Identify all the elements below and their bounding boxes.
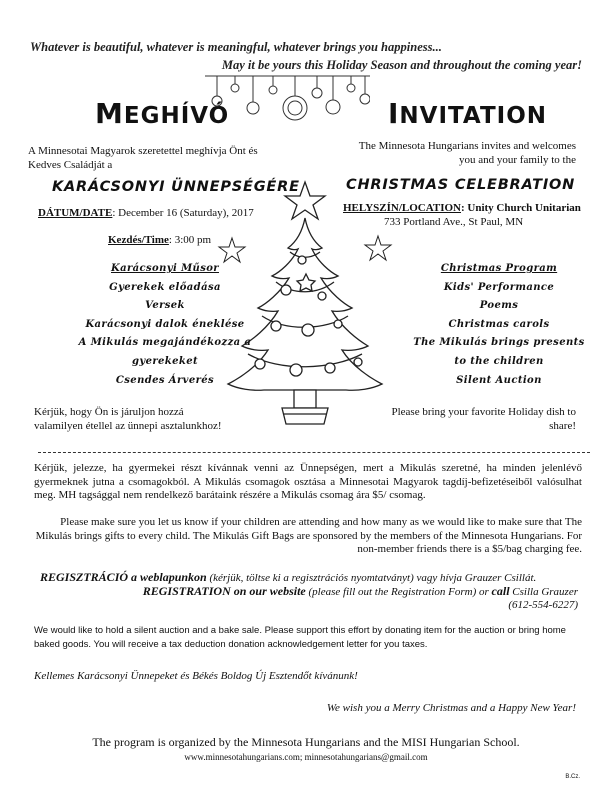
- registration-en: [143, 584, 578, 599]
- heading-en-first-letter: I: [388, 97, 400, 130]
- closing-hungarian: Kellemes Karácsonyi Ünnepeket és Békés Boldog Új Esztendőt kívánunk!: [34, 670, 358, 682]
- intro-en-line-2: you and your family to the: [458, 154, 576, 166]
- program-en-item: Kids' Performance: [443, 281, 555, 293]
- program-en-item: to the children: [454, 355, 544, 367]
- intro-english: [359, 139, 576, 167]
- program-hu-item: A Mikulás megajándékozza a: [78, 337, 252, 349]
- time-line: [108, 233, 211, 247]
- quote-line-2: May it be yours this Holiday Season and throughout the coming year!: [221, 58, 582, 72]
- program-en-heading: Christmas Program: [440, 263, 558, 274]
- registration-en-text: (please fill out the Registration Form) or: [305, 586, 492, 598]
- location-address: 733 Portland Ave., St Paul, MN: [384, 216, 524, 228]
- registration-hu-text: (kérjük, töltse ki a regisztrációs nyomtatványt) vagy hívja Grauzer Csillát.: [206, 572, 537, 584]
- auction-paragraph: We would like to hold a silent auction and a bake sale. Please support this effort by donating item for the auction or bring home baked goods. You will receive a tax deduction donation acknowledgement letter for you taxes.: [34, 625, 566, 650]
- time-value: : 3:00 pm: [168, 234, 212, 246]
- heading-hu-first-letter: M: [95, 97, 124, 130]
- program-en-item: The Mikulás brings presents: [413, 337, 585, 349]
- registration-hu: [40, 570, 536, 585]
- dish-english: [391, 405, 576, 433]
- program-en-item: Silent Auction: [456, 374, 542, 386]
- program-hu-heading: Karácsonyi Műsor: [111, 263, 219, 274]
- gift-paragraph-en: Please make sure you let us know if your children are attending and how many as we would like to make sure that The Mikulás brings gifts to every child. The Mikulás Gift Bags are sponsored by the members of the Minnesota Hungarians. For non-member friends there is a $5/bag charging fee.: [35, 516, 582, 556]
- dashed-divider: [38, 452, 590, 453]
- program-hu-item: gyerekeket: [132, 355, 198, 367]
- heading-en-rest: NVITATION: [399, 103, 547, 129]
- gift-paragraph-hu: Kérjük, jelezze, ha gyermekei részt kívánnak venni az Ünnepségen, mert a Mikulás szeretné, ha minden jelenlévő gyermeknek jutna a csomagokból. A Mikulás csomagok osztása a Minnesotai Magyarok tagdíj-befizetéseiből valósulhat meg. MH tagsággal nem rendelkező barátaink részére a Mikulás csomag ára $5/ csomag.: [34, 462, 582, 502]
- dish-hu-line-1: Kérjük, hogy Ön is járuljon hozzá: [34, 406, 184, 418]
- program-hu-item: Gyerekek előadása: [109, 281, 221, 293]
- heading-hu-rest: EGHÍVÓ: [123, 103, 230, 129]
- dish-en-line-2: share!: [549, 420, 576, 432]
- celebration-title-hu: KARÁCSONYI ÜNNEPSÉGÉRE: [52, 179, 300, 195]
- heading-english: [388, 97, 547, 130]
- dish-hu-line-2: valamilyen étellel az ünnepi asztalunkhoz!: [34, 420, 222, 432]
- program-english: [388, 260, 610, 390]
- program-hungarian: [56, 260, 274, 390]
- program-en-item: Christmas carols: [448, 318, 550, 330]
- intro-hungarian: A Minnesotai Magyarok szeretettel meghívja Önt és Kedves Családját a: [28, 145, 258, 171]
- program-hu-item: Karácsonyi dalok éneklése: [85, 318, 245, 330]
- registration-en-link[interactable]: REGISTRATION on our website: [142, 584, 306, 598]
- hanging-ornaments-illustration: [205, 74, 370, 124]
- closing-english: We wish you a Merry Christmas and a Happy New Year!: [326, 702, 576, 714]
- dish-en-line-1: Please bring your favorite Holiday dish to: [391, 406, 576, 418]
- quote-line-1: Whatever is beautiful, whatever is meaningful, whatever brings you happiness...: [30, 40, 442, 54]
- dish-hungarian: [34, 405, 222, 433]
- footer-initials: B.Cz.: [565, 774, 580, 780]
- program-en-item: Poems: [479, 300, 519, 312]
- celebration-title-en: CHRISTMAS CELEBRATION: [346, 177, 576, 193]
- registration-phone: (612-554-6227): [508, 599, 578, 611]
- footer-contact[interactable]: www.minnesotahungarians.com; minnesotahungarians@gmail.com: [184, 752, 428, 762]
- time-label: Kezdés/Time: [108, 234, 169, 246]
- location-label: HELYSZÍN/LOCATION: [343, 202, 461, 214]
- intro-en-line-1: The Minnesota Hungarians invites and welcomes: [358, 140, 576, 152]
- date-value: : December 16 (Saturday), 2017: [112, 207, 254, 219]
- registration-hu-link[interactable]: REGISZTRÁCIÓ a weblapunkon: [40, 570, 207, 584]
- location-name: : Unity Church Unitarian: [460, 202, 581, 214]
- program-hu-item: Versek: [145, 300, 185, 312]
- registration-en-call: call: [491, 584, 510, 598]
- registration-en-name: Csilla Grauzer: [509, 586, 578, 598]
- date-label: DÁTUM/DATE: [38, 207, 113, 219]
- footer-organizer: The program is organized by the Minnesota Hungarians and the MISI Hungarian School.: [92, 735, 520, 749]
- program-hu-item: Csendes Árverés: [115, 374, 215, 386]
